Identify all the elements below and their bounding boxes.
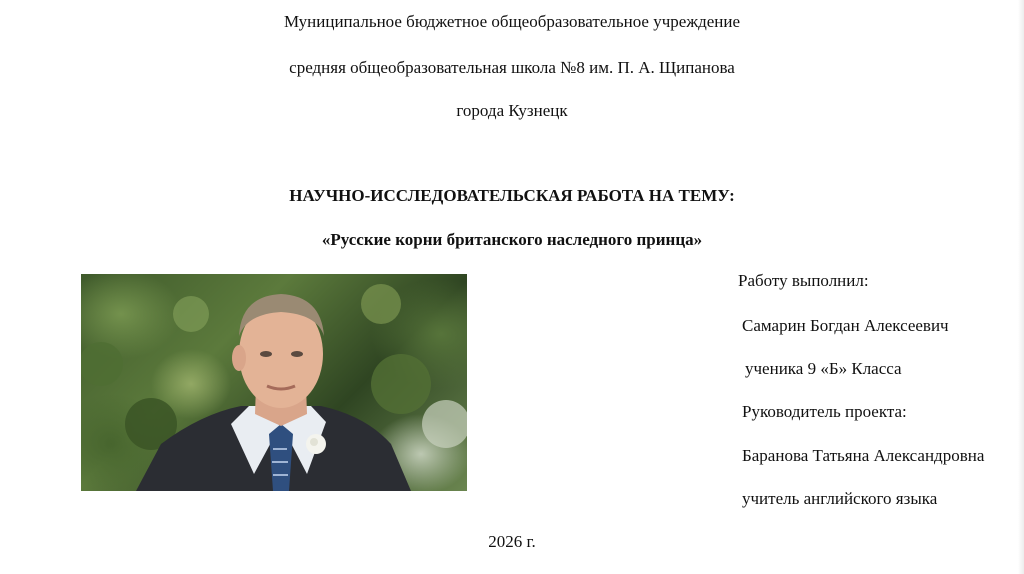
supervisor-label: Руководитель проекта:	[742, 402, 907, 421]
prince-photo	[81, 274, 467, 491]
done-by-label: Работу выполнил:	[738, 271, 869, 290]
school-type-line: Муниципальное бюджетное общеобразовательное учреждение	[283, 12, 741, 31]
supervisor-name: Баранова Татьяна Александровна	[742, 446, 985, 465]
supervisor-role: учитель английского языка	[742, 489, 938, 508]
work-topic-title: «Русские корни британского наследного принца»	[321, 230, 703, 249]
school-city-line: города Кузнецк	[456, 101, 568, 120]
work-type-heading: НАУЧНО-ИССЛЕДОВАТЕЛЬСКАЯ РАБОТА НА ТЕМУ:	[289, 186, 735, 205]
year-line: 2026 г.	[488, 532, 536, 551]
school-name-line: средняя общеобразовательная школа №8 им. П. А. Щипанова	[289, 58, 735, 77]
student-name: Самарин Богдан Алексеевич	[742, 316, 949, 335]
slide-edge-shadow	[1018, 0, 1024, 574]
prince-portrait-illustration	[81, 274, 467, 491]
student-class: ученика 9 «Б» Класса	[745, 359, 902, 378]
